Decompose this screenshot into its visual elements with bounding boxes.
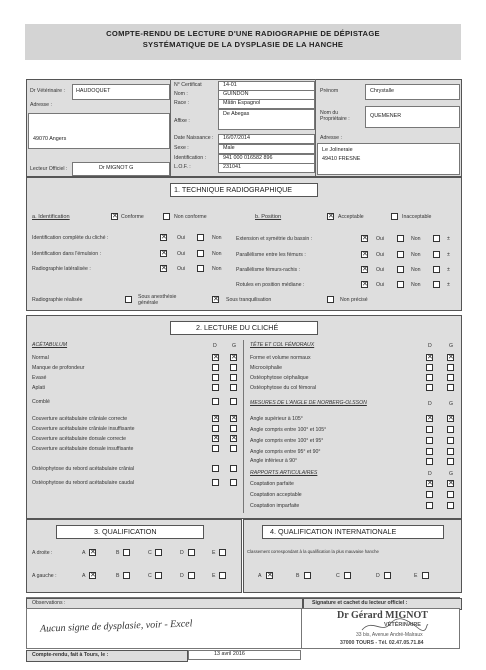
observations-label: Observations :: [32, 600, 66, 606]
non-label: Non: [411, 252, 421, 258]
acet-d-checkbox[interactable]: ✕: [213, 415, 219, 422]
section2-title: 2. LECTURE DU CLICHÉ: [196, 323, 279, 332]
tech-row-label: Identification complète du cliché :: [32, 235, 109, 241]
prenom-value: Chrystalle: [370, 88, 394, 94]
section-technique: [26, 177, 462, 311]
gauche-e-checkbox[interactable]: [219, 572, 226, 579]
non-checkbox[interactable]: [197, 265, 204, 272]
intl-c-checkbox[interactable]: [344, 572, 351, 579]
norberg-g-checkbox[interactable]: [447, 437, 454, 444]
rapports-d-checkbox[interactable]: ✕: [427, 480, 433, 487]
acet-d-checkbox[interactable]: ✕: [213, 435, 219, 442]
norberg-row-label: Angle compris entre 95° et 90°: [250, 449, 321, 455]
norberg-g-checkbox[interactable]: [447, 426, 454, 433]
rapports-row-label: Coaptation parfaite: [250, 481, 294, 487]
tech-row-label: Extension et symétrie du bassin :: [236, 236, 313, 242]
naissance-value: 16/07/2014: [223, 135, 250, 141]
grade-label: D: [180, 573, 184, 579]
fait-label: Compte-rendu, fait à Tours, le :: [32, 652, 109, 658]
tranquilisation-checkbox[interactable]: ✕: [213, 296, 219, 303]
droite-c-checkbox[interactable]: [155, 549, 162, 556]
tete-g-checkbox[interactable]: [447, 384, 454, 391]
tete-d-checkbox[interactable]: [426, 384, 433, 391]
divider: [170, 79, 171, 176]
divider: [301, 608, 302, 649]
intl-b-checkbox[interactable]: [304, 572, 311, 579]
oui-checkbox[interactable]: ✕: [362, 235, 368, 242]
acet-row-label: Couverture acétabulaire crâniale insuffisante: [32, 426, 135, 432]
pm-checkbox[interactable]: [433, 251, 440, 258]
lecteur-value: Dr MIGNOT G: [99, 165, 134, 171]
norberg-g-checkbox[interactable]: ✕: [448, 415, 454, 422]
grade-label: A: [82, 573, 86, 579]
norberg-d-checkbox[interactable]: [426, 448, 433, 455]
acet-d-checkbox[interactable]: [212, 364, 219, 371]
pm-label: ±: [447, 282, 450, 288]
pm-label: ±: [447, 267, 450, 273]
col-g-label: G: [232, 343, 237, 349]
divider: [315, 79, 316, 176]
tech-row-label: Identification dans l'émulsion :: [32, 251, 102, 257]
oui-checkbox[interactable]: ✕: [362, 251, 368, 258]
divider: [243, 340, 244, 513]
tete-row-label: Ostéophytose céphalique: [250, 375, 309, 381]
non-label: Non: [411, 282, 421, 288]
acet-g-checkbox[interactable]: ✕: [231, 354, 237, 361]
grade-label: B: [116, 573, 120, 579]
oui-label: Oui: [376, 252, 385, 258]
proprio-label: Nom du Propriétaire :: [320, 110, 350, 122]
acet-g-checkbox[interactable]: [230, 479, 237, 486]
tech-row-label: Parallélisme fémurs-rachis :: [236, 267, 300, 273]
proprio-value: QUEMENER: [370, 113, 402, 119]
race-value: Mâtin Espagnol: [223, 100, 261, 106]
header-title-line1: COMPTE-RENDU DE LECTURE D'UNE RADIOGRAPHIE DE DÉPISTAGE: [106, 29, 380, 38]
oui-label: Oui: [177, 251, 186, 257]
gauche-b-checkbox[interactable]: [123, 572, 130, 579]
acet-row-label: Aplati: [32, 385, 45, 391]
nom-value: GUINDON: [223, 91, 249, 97]
stamp-line4: 37000 TOURS - Tél. 02.47.05.71.84: [340, 640, 424, 646]
non-checkbox[interactable]: [397, 235, 404, 242]
col-g-label: G: [449, 471, 454, 477]
non-conforme-checkbox[interactable]: [163, 213, 170, 220]
oui-checkbox[interactable]: ✕: [161, 265, 167, 272]
rapports-g-checkbox[interactable]: [447, 502, 454, 509]
acet-row-label: Ostéophytose du rebord acétabulaire caudal: [32, 480, 135, 486]
observations-handwriting: Aucun signe de dysplasie, voir - Excel: [39, 618, 193, 635]
acet-row-label: Comblé: [32, 399, 50, 405]
rapports-g-checkbox[interactable]: [447, 491, 454, 498]
rapports-g-checkbox[interactable]: ✕: [448, 480, 454, 487]
stamp-line2: VÉTÉRINAIRE: [384, 622, 421, 628]
prenom-label: Prénom: [320, 88, 339, 94]
anesthesie-checkbox[interactable]: [125, 296, 132, 303]
a-identification-label: a. Identification: [32, 214, 70, 220]
acet-d-checkbox[interactable]: [212, 445, 219, 452]
non-precise-label: Non précisé: [340, 297, 368, 303]
tete-d-checkbox[interactable]: ✕: [427, 354, 433, 361]
acet-d-checkbox[interactable]: [212, 465, 219, 472]
grade-label: B: [296, 573, 300, 579]
intl-a-checkbox[interactable]: ✕: [267, 572, 273, 579]
adresse2-label: Adresse :: [320, 135, 342, 141]
col-d-label: D: [428, 343, 432, 349]
adresse-label: Adresse :: [30, 102, 52, 108]
section1-title: 1. TECHNIQUE RADIOGRAPHIQUE: [174, 185, 293, 194]
acet-g-checkbox[interactable]: [230, 425, 237, 432]
tete-g-checkbox[interactable]: [447, 374, 454, 381]
col-d-label: D: [428, 401, 432, 407]
nom-label: Nom :: [174, 91, 188, 97]
norberg-row-label: Angle supérieur à 105°: [250, 416, 303, 422]
col-d-label: D: [213, 343, 217, 349]
norberg-d-checkbox[interactable]: [426, 426, 433, 433]
gauche-a-checkbox[interactable]: ✕: [90, 572, 96, 579]
sexe-value: Male: [223, 145, 235, 151]
tete-g-checkbox[interactable]: ✕: [448, 354, 454, 361]
tete-heading: TÊTE ET COL FÉMORAUX: [250, 342, 315, 348]
lof-value: 231041: [223, 164, 241, 170]
norberg-row-label: Angle inférieur à 90°: [250, 458, 298, 464]
non-checkbox[interactable]: [397, 266, 404, 273]
non-label: Non: [212, 235, 222, 241]
oui-label: Oui: [376, 267, 385, 273]
intl-d-checkbox[interactable]: [384, 572, 391, 579]
non-checkbox[interactable]: [197, 234, 204, 241]
tech-row-label: Rotules en position médiane :: [236, 282, 305, 288]
adresse2-line2: 49410 FRESNE: [322, 156, 361, 162]
certif-value: 14-01: [223, 82, 237, 88]
oui-label: Oui: [376, 282, 385, 288]
grade-label: A: [258, 573, 262, 579]
grade-label: E: [212, 550, 216, 556]
acet-g-checkbox[interactable]: [230, 445, 237, 452]
rapports-row-label: Coaptation acceptable: [250, 492, 302, 498]
gauche-c-checkbox[interactable]: [155, 572, 162, 579]
tech-row-label: Radiographie latéralisée :: [32, 266, 91, 272]
conforme-label: Conforme: [121, 214, 144, 220]
certif-label: N° Certificat: [174, 82, 202, 88]
pm-checkbox[interactable]: [433, 266, 440, 273]
gauche-d-checkbox[interactable]: [188, 572, 195, 579]
norberg-row-label: Angle compris entre 100° et 105°: [250, 427, 327, 433]
adresse2-line1: Le Jolineraie: [322, 147, 353, 153]
affixe-value: De Abegas: [223, 111, 250, 117]
acet-g-checkbox[interactable]: [230, 465, 237, 472]
acetabulum-heading: ACÉTABULUM: [32, 342, 68, 348]
acceptable-checkbox[interactable]: ✕: [328, 213, 334, 220]
lecteur-label: Lecteur Officiel :: [30, 166, 68, 172]
header-title-line2: SYSTÉMATIQUE DE LA DYSPLASIE DE LA HANCHE: [142, 40, 344, 49]
acet-d-checkbox[interactable]: [212, 384, 219, 391]
pm-checkbox[interactable]: [433, 235, 440, 242]
col-g-label: G: [449, 401, 454, 407]
col-d-label: D: [428, 471, 432, 477]
droite-d-checkbox[interactable]: [188, 549, 195, 556]
col-g-label: G: [449, 343, 454, 349]
non-label: Non: [212, 266, 222, 272]
acceptable-label: Acceptable: [338, 214, 364, 220]
pm-label: ±: [447, 252, 450, 258]
non-checkbox[interactable]: [197, 250, 204, 257]
tech-row-label: Parallélisme entre les fémurs :: [236, 252, 306, 258]
naissance-label: Date Naissance :: [174, 135, 214, 141]
rapports-row-label: Coaptation imparfaite: [250, 503, 300, 509]
acet-d-checkbox[interactable]: [212, 374, 219, 381]
acet-row-label: Couverture acétabulaire crâniale correcte: [32, 416, 128, 422]
acet-row-label: Ostéophytose du rebord acétabulaire crânial: [32, 466, 135, 472]
non-label: Non: [411, 236, 421, 242]
norberg-heading: MESURES DE L'ANGLE DE NORBERG-OLSSON: [250, 400, 367, 406]
acet-g-checkbox[interactable]: ✕: [231, 415, 237, 422]
section3-title: 3. QUALIFICATION: [94, 527, 157, 536]
non-label: Non: [411, 267, 421, 273]
oui-label: Oui: [177, 266, 186, 272]
droite-b-checkbox[interactable]: [123, 549, 130, 556]
norberg-d-checkbox[interactable]: [426, 437, 433, 444]
tete-g-checkbox[interactable]: [447, 364, 454, 371]
grade-label: C: [148, 550, 152, 556]
grade-label: B: [116, 550, 120, 556]
document-header: [25, 24, 461, 60]
norberg-g-checkbox[interactable]: [447, 458, 454, 465]
acet-d-checkbox[interactable]: [212, 479, 219, 486]
gauche-label: A gauche :: [32, 573, 57, 579]
pm-label: ±: [447, 236, 450, 242]
non-precise-checkbox[interactable]: [327, 296, 334, 303]
section4-subtitle: Classement correspondant à la qualification la plus mauvaise hanche: [247, 549, 379, 554]
address-field: [28, 113, 170, 149]
tete-row-label: Forme et volume normaux: [250, 355, 311, 361]
norberg-d-checkbox[interactable]: ✕: [427, 415, 433, 422]
lof-label: L.O.F. :: [174, 164, 191, 170]
vet-label: Dr Vétérinaire :: [30, 88, 65, 94]
droite-e-checkbox[interactable]: [219, 549, 226, 556]
rapports-heading: RAPPORTS ARTICULAIRES: [250, 470, 318, 476]
tranquilisation-label: Sous tranquilisation: [226, 297, 272, 303]
acet-g-checkbox[interactable]: [230, 374, 237, 381]
acet-row-label: Manque de profondeur: [32, 365, 85, 371]
non-checkbox[interactable]: [397, 251, 404, 258]
tete-d-checkbox[interactable]: [426, 364, 433, 371]
identif-value: 941 000 016582 896: [223, 155, 273, 161]
acet-d-checkbox[interactable]: [212, 398, 219, 405]
anesthesie-label: Sous anesthésie générale: [138, 294, 177, 306]
grade-label: E: [414, 573, 418, 579]
oui-checkbox[interactable]: ✕: [362, 266, 368, 273]
intl-e-checkbox[interactable]: [422, 572, 429, 579]
stamp-line3: 33 bis, Avenue André-Malraux: [356, 632, 423, 638]
norberg-row-label: Angle compris entre 100° et 95°: [250, 438, 324, 444]
acet-g-checkbox[interactable]: [230, 398, 237, 405]
realisee-label: Radiographie réalisée: [32, 297, 83, 303]
section4-title: 4. QUALIFICATION INTERNATIONALE: [270, 527, 397, 536]
inacceptable-checkbox[interactable]: [391, 213, 398, 220]
acet-d-checkbox[interactable]: ✕: [213, 354, 219, 361]
oui-label: Oui: [177, 235, 186, 241]
stamp-name: Dr Gérard MIGNOT: [337, 610, 428, 621]
b-position-label: b. Position: [255, 214, 282, 220]
city-value: 49070 Angers: [33, 136, 67, 142]
droite-a-checkbox[interactable]: ✕: [90, 549, 96, 556]
date-value: 13 avril 2016: [214, 651, 245, 657]
non-checkbox[interactable]: [397, 281, 404, 288]
grade-label: C: [148, 573, 152, 579]
grade-label: E: [212, 573, 216, 579]
acet-row-label: Normal: [32, 355, 49, 361]
oui-label: Oui: [376, 236, 385, 242]
grade-label: D: [180, 550, 184, 556]
non-conforme-label: Non conforme: [174, 214, 207, 220]
tete-row-label: Ostéophytose du col fémoral: [250, 385, 317, 391]
grade-label: C: [336, 573, 340, 579]
pm-checkbox[interactable]: [433, 281, 440, 288]
oui-checkbox[interactable]: ✕: [362, 281, 368, 288]
rapports-d-checkbox[interactable]: [426, 502, 433, 509]
conforme-checkbox[interactable]: ✕: [112, 213, 118, 220]
vet-value: HAUDOQUET: [76, 88, 111, 94]
tete-row-label: Microcéphalie: [250, 365, 283, 371]
identif-label: Identification :: [174, 155, 207, 161]
signature-scribble: [360, 616, 430, 636]
oui-checkbox[interactable]: ✕: [161, 234, 167, 241]
acet-g-checkbox[interactable]: ✕: [231, 435, 237, 442]
inacceptable-label: Inacceptable: [402, 214, 432, 220]
grade-label: D: [376, 573, 380, 579]
acet-g-checkbox[interactable]: [230, 364, 237, 371]
acet-g-checkbox[interactable]: [230, 384, 237, 391]
affixe-label: Affixe :: [174, 118, 190, 124]
acet-d-checkbox[interactable]: [212, 425, 219, 432]
sexe-label: Sexe :: [174, 145, 189, 151]
norberg-g-checkbox[interactable]: [447, 448, 454, 455]
acet-row-label: Couverture acétabulaire dorsale correcte: [32, 436, 127, 442]
norberg-d-checkbox[interactable]: [426, 458, 433, 465]
acet-row-label: Evasé: [32, 375, 47, 381]
acet-row-label: Couverture acétabulaire dorsale insuffisante: [32, 446, 134, 452]
signature-label: Signature et cachet du lecteur officiel :: [312, 600, 408, 606]
grade-label: A: [82, 550, 86, 556]
rapports-d-checkbox[interactable]: [426, 491, 433, 498]
droite-label: A droite :: [32, 550, 53, 556]
oui-checkbox[interactable]: ✕: [161, 250, 167, 257]
tete-d-checkbox[interactable]: [426, 374, 433, 381]
non-label: Non: [212, 251, 222, 257]
race-label: Race :: [174, 100, 189, 106]
